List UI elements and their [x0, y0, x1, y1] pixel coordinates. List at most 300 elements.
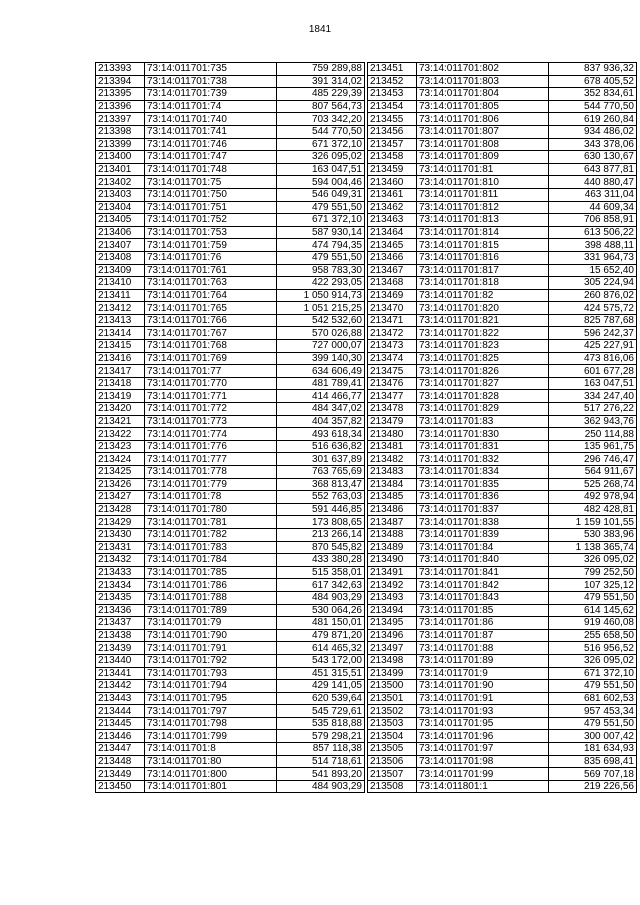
table-row: [368, 113, 637, 126]
cadastral-number-cell: 73:14:011701:777: [145, 453, 277, 466]
cadastral-number-cell: 73:14:011701:785: [145, 566, 277, 579]
row-number-cell: 213459: [368, 163, 417, 176]
cadastral-number-cell: 73:14:011701:791: [145, 642, 277, 655]
row-number-cell: 213490: [368, 554, 417, 567]
cadastral-number-cell: 73:14:011701:81: [417, 163, 549, 176]
row-number-cell: 213491: [368, 566, 417, 579]
table-row: [368, 478, 637, 491]
table-row: [96, 340, 365, 353]
row-number-cell: 213467: [368, 264, 417, 277]
value-cell: 485 229,39: [277, 88, 365, 101]
value-cell: 481 150,01: [277, 617, 365, 630]
table-row: [368, 743, 637, 756]
row-number-cell: 213479: [368, 415, 417, 428]
table-row: [96, 289, 365, 302]
table-row: [96, 478, 365, 491]
row-number-cell: 213468: [368, 277, 417, 290]
value-cell: 250 114,88: [549, 428, 637, 441]
table-row: [368, 503, 637, 516]
value-cell: 530 064,26: [277, 604, 365, 617]
row-number-cell: 213495: [368, 617, 417, 630]
row-number-cell: 213472: [368, 327, 417, 340]
row-number-cell: 213454: [368, 100, 417, 113]
value-cell: 334 247,40: [549, 390, 637, 403]
row-number-cell: 213473: [368, 340, 417, 353]
value-cell: 343 378,06: [549, 138, 637, 151]
cadastral-number-cell: 73:14:011701:75: [145, 176, 277, 189]
cadastral-number-cell: 73:14:011701:812: [417, 201, 549, 214]
cadastral-number-cell: 73:14:011701:790: [145, 629, 277, 642]
cadastral-number-cell: 73:14:011701:739: [145, 88, 277, 101]
cadastral-number-cell: 73:14:011701:826: [417, 365, 549, 378]
row-number-cell: 213397: [96, 113, 145, 126]
cadastral-number-cell: 73:14:011701:820: [417, 302, 549, 315]
cadastral-number-cell: 73:14:011701:83: [417, 415, 549, 428]
table-row: [96, 352, 365, 365]
value-cell: 671 372,10: [277, 214, 365, 227]
cadastral-number-cell: 73:14:011701:810: [417, 176, 549, 189]
table-row: [368, 629, 637, 642]
value-cell: 535 818,88: [277, 717, 365, 730]
cadastral-number-cell: 73:14:011701:763: [145, 277, 277, 290]
row-number-cell: 213446: [96, 730, 145, 743]
cadastral-number-cell: 73:14:011701:792: [145, 654, 277, 667]
left-table: [95, 62, 365, 793]
row-number-cell: 213393: [96, 63, 145, 76]
table-row: [368, 528, 637, 541]
value-cell: 542 532,60: [277, 314, 365, 327]
table-row: [368, 591, 637, 604]
value-cell: 1 050 914,73: [277, 289, 365, 302]
row-number-cell: 213466: [368, 251, 417, 264]
cadastral-number-cell: 73:14:011701:776: [145, 440, 277, 453]
cadastral-number-cell: 73:14:011701:823: [417, 340, 549, 353]
cadastral-number-cell: 73:14:011701:79: [145, 617, 277, 630]
cadastral-number-cell: 73:14:011701:764: [145, 289, 277, 302]
table-row: [96, 302, 365, 315]
value-cell: 474 794,35: [277, 239, 365, 252]
row-number-cell: 213482: [368, 453, 417, 466]
value-cell: 301 637,89: [277, 453, 365, 466]
row-number-cell: 213480: [368, 428, 417, 441]
row-number-cell: 213408: [96, 251, 145, 264]
row-number-cell: 213410: [96, 277, 145, 290]
cadastral-number-cell: 73:14:011701:809: [417, 151, 549, 164]
table-row: [368, 730, 637, 743]
value-cell: 398 488,11: [549, 239, 637, 252]
row-number-cell: 213424: [96, 453, 145, 466]
value-cell: 763 765,69: [277, 466, 365, 479]
cadastral-number-cell: 73:14:011701:802: [417, 63, 549, 76]
value-cell: 433 380,28: [277, 554, 365, 567]
table-row: [368, 340, 637, 353]
value-cell: 545 729,61: [277, 705, 365, 718]
row-number-cell: 213440: [96, 654, 145, 667]
cadastral-number-cell: 73:14:011701:96: [417, 730, 549, 743]
cadastral-number-cell: 73:14:011701:753: [145, 226, 277, 239]
row-number-cell: 213402: [96, 176, 145, 189]
table-row: [368, 717, 637, 730]
left-table-body: [96, 63, 365, 793]
cadastral-number-cell: 73:14:011701:803: [417, 75, 549, 88]
value-cell: 807 564,73: [277, 100, 365, 113]
row-number-cell: 213409: [96, 264, 145, 277]
row-number-cell: 213423: [96, 440, 145, 453]
table-row: [96, 554, 365, 567]
row-number-cell: 213431: [96, 541, 145, 554]
table-row: [96, 151, 365, 164]
cadastral-number-cell: 73:14:011701:828: [417, 390, 549, 403]
value-cell: 425 227,91: [549, 340, 637, 353]
value-cell: 630 130,67: [549, 151, 637, 164]
row-number-cell: 213428: [96, 503, 145, 516]
cadastral-number-cell: 73:14:011701:761: [145, 264, 277, 277]
page-number: 1841: [308, 24, 332, 35]
cadastral-number-cell: 73:14:011701:835: [417, 478, 549, 491]
cadastral-number-cell: 73:14:011701:746: [145, 138, 277, 151]
row-number-cell: 213445: [96, 717, 145, 730]
value-cell: 835 698,41: [549, 755, 637, 768]
cadastral-number-cell: 73:14:011701:829: [417, 403, 549, 416]
value-cell: 482 428,81: [549, 503, 637, 516]
value-cell: 481 789,41: [277, 377, 365, 390]
cadastral-number-cell: 73:14:011701:99: [417, 768, 549, 781]
cadastral-number-cell: 73:14:011701:773: [145, 415, 277, 428]
cadastral-number-cell: 73:14:011701:85: [417, 604, 549, 617]
cadastral-number-cell: 73:14:011701:78: [145, 491, 277, 504]
table-row: [368, 440, 637, 453]
row-number-cell: 213450: [96, 780, 145, 793]
value-cell: 163 047,51: [277, 163, 365, 176]
value-cell: 617 342,63: [277, 579, 365, 592]
value-cell: 825 787,68: [549, 314, 637, 327]
cadastral-number-cell: 73:14:011701:750: [145, 188, 277, 201]
cadastral-number-cell: 73:14:011701:97: [417, 743, 549, 756]
value-cell: 424 575,72: [549, 302, 637, 315]
cadastral-number-cell: 73:14:011701:738: [145, 75, 277, 88]
value-cell: 479 551,50: [277, 251, 365, 264]
table-row: [368, 466, 637, 479]
cadastral-number-cell: 73:14:011701:795: [145, 692, 277, 705]
row-number-cell: 213496: [368, 629, 417, 642]
value-cell: 440 880,47: [549, 176, 637, 189]
value-cell: 525 268,74: [549, 478, 637, 491]
value-cell: 857 118,38: [277, 743, 365, 756]
cadastral-number-cell: 73:14:011701:815: [417, 239, 549, 252]
cadastral-number-cell: 73:14:011701:772: [145, 403, 277, 416]
value-cell: 517 276,22: [549, 403, 637, 416]
cadastral-number-cell: 73:14:011701:798: [145, 717, 277, 730]
table-row: [96, 327, 365, 340]
row-number-cell: 213442: [96, 680, 145, 693]
cadastral-number-cell: 73:14:011701:82: [417, 289, 549, 302]
row-number-cell: 213476: [368, 377, 417, 390]
table-row: [368, 125, 637, 138]
right-table: [367, 62, 637, 793]
cadastral-number-cell: 73:14:011701:783: [145, 541, 277, 554]
cadastral-number-cell: 73:14:011701:782: [145, 528, 277, 541]
table-row: [368, 491, 637, 504]
row-number-cell: 213457: [368, 138, 417, 151]
row-number-cell: 213489: [368, 541, 417, 554]
cadastral-number-cell: 73:14:011701:832: [417, 453, 549, 466]
table-row: [96, 226, 365, 239]
table-row: [96, 138, 365, 151]
cadastral-number-cell: 73:14:011701:788: [145, 591, 277, 604]
cadastral-number-cell: 73:14:011701:759: [145, 239, 277, 252]
table-row: [96, 440, 365, 453]
value-cell: 326 095,02: [277, 151, 365, 164]
row-number-cell: 213429: [96, 516, 145, 529]
cadastral-number-cell: 73:14:011701:830: [417, 428, 549, 441]
row-number-cell: 213437: [96, 617, 145, 630]
cadastral-number-cell: 73:14:011701:831: [417, 440, 549, 453]
table-row: [96, 566, 365, 579]
row-number-cell: 213414: [96, 327, 145, 340]
row-number-cell: 213455: [368, 113, 417, 126]
table-row: [96, 528, 365, 541]
value-cell: 601 677,28: [549, 365, 637, 378]
table-row: [368, 654, 637, 667]
cadastral-number-cell: 73:14:011701:76: [145, 251, 277, 264]
table-row: [368, 453, 637, 466]
row-number-cell: 213504: [368, 730, 417, 743]
table-row: [96, 100, 365, 113]
cadastral-number-cell: 73:14:011701:779: [145, 478, 277, 491]
cadastral-number-cell: 73:14:011701:748: [145, 163, 277, 176]
value-cell: 516 636,82: [277, 440, 365, 453]
cadastral-number-cell: 73:14:011701:752: [145, 214, 277, 227]
table-row: [96, 516, 365, 529]
cadastral-number-cell: 73:14:011701:827: [417, 377, 549, 390]
cadastral-number-cell: 73:14:011701:774: [145, 428, 277, 441]
value-cell: 634 606,49: [277, 365, 365, 378]
table-row: [96, 541, 365, 554]
value-cell: 671 372,10: [549, 667, 637, 680]
table-row: [96, 277, 365, 290]
value-cell: 594 004,46: [277, 176, 365, 189]
table-row: [96, 390, 365, 403]
row-number-cell: 213462: [368, 201, 417, 214]
value-cell: 516 956,52: [549, 642, 637, 655]
value-cell: 479 551,50: [549, 591, 637, 604]
row-number-cell: 213451: [368, 63, 417, 76]
table-row: [368, 579, 637, 592]
cadastral-number-cell: 73:14:011701:817: [417, 264, 549, 277]
value-cell: 541 893,20: [277, 768, 365, 781]
table-row: [368, 705, 637, 718]
cadastral-number-cell: 73:14:011701:804: [417, 88, 549, 101]
row-number-cell: 213475: [368, 365, 417, 378]
value-cell: 479 871,20: [277, 629, 365, 642]
value-cell: 422 293,05: [277, 277, 365, 290]
value-cell: 135 961,75: [549, 440, 637, 453]
table-row: [96, 113, 365, 126]
row-number-cell: 213396: [96, 100, 145, 113]
cadastral-number-cell: 73:14:011701:80: [145, 755, 277, 768]
value-cell: 305 224,94: [549, 277, 637, 290]
row-number-cell: 213494: [368, 604, 417, 617]
table-row: [368, 63, 637, 76]
table-row: [368, 403, 637, 416]
table-row: [368, 100, 637, 113]
row-number-cell: 213507: [368, 768, 417, 781]
cadastral-number-cell: 73:14:011701:93: [417, 705, 549, 718]
cadastral-number-cell: 73:14:011701:9: [417, 667, 549, 680]
table-row: [96, 491, 365, 504]
row-number-cell: 213436: [96, 604, 145, 617]
table-row: [96, 365, 365, 378]
value-cell: 399 140,30: [277, 352, 365, 365]
value-cell: 671 372,10: [277, 138, 365, 151]
cadastral-number-cell: 73:14:011701:747: [145, 151, 277, 164]
cadastral-number-cell: 73:14:011701:86: [417, 617, 549, 630]
row-number-cell: 213441: [96, 667, 145, 680]
cadastral-number-cell: 73:14:011701:801: [145, 780, 277, 793]
table-row: [368, 554, 637, 567]
table-row: [368, 780, 637, 793]
cadastral-number-cell: 73:14:011701:842: [417, 579, 549, 592]
cadastral-number-cell: 73:14:011701:818: [417, 277, 549, 290]
table-row: [96, 63, 365, 76]
table-row: [96, 692, 365, 705]
row-number-cell: 213483: [368, 466, 417, 479]
value-cell: 759 289,88: [277, 63, 365, 76]
value-cell: 678 405,52: [549, 75, 637, 88]
row-number-cell: 213417: [96, 365, 145, 378]
table-row: [96, 201, 365, 214]
cadastral-number-cell: 73:14:011701:741: [145, 125, 277, 138]
table-row: [96, 755, 365, 768]
cadastral-number-cell: 73:14:011701:813: [417, 214, 549, 227]
row-number-cell: 213394: [96, 75, 145, 88]
value-cell: 414 466,77: [277, 390, 365, 403]
value-cell: 473 816,06: [549, 352, 637, 365]
table-row: [368, 377, 637, 390]
value-cell: 614 465,32: [277, 642, 365, 655]
row-number-cell: 213477: [368, 390, 417, 403]
table-row: [368, 365, 637, 378]
value-cell: 544 770,50: [549, 100, 637, 113]
value-cell: 587 930,14: [277, 226, 365, 239]
row-number-cell: 213486: [368, 503, 417, 516]
table-row: [96, 667, 365, 680]
value-cell: 727 000,07: [277, 340, 365, 353]
cadastral-number-cell: 73:14:011701:98: [417, 755, 549, 768]
table-row: [96, 654, 365, 667]
table-row: [96, 466, 365, 479]
table-row: [96, 604, 365, 617]
row-number-cell: 213506: [368, 755, 417, 768]
row-number-cell: 213435: [96, 591, 145, 604]
value-cell: 107 325,12: [549, 579, 637, 592]
table-row: [368, 251, 637, 264]
row-number-cell: 213470: [368, 302, 417, 315]
value-cell: 544 770,50: [277, 125, 365, 138]
value-cell: 326 095,02: [549, 654, 637, 667]
table-row: [368, 176, 637, 189]
cadastral-number-cell: 73:14:011701:90: [417, 680, 549, 693]
row-number-cell: 213465: [368, 239, 417, 252]
row-number-cell: 213404: [96, 201, 145, 214]
value-cell: 15 652,40: [549, 264, 637, 277]
table-row: [96, 377, 365, 390]
table-row: [368, 314, 637, 327]
value-cell: 530 383,96: [549, 528, 637, 541]
row-number-cell: 213407: [96, 239, 145, 252]
table-row: [96, 428, 365, 441]
value-cell: 255 658,50: [549, 629, 637, 642]
table-row: [368, 755, 637, 768]
row-number-cell: 213421: [96, 415, 145, 428]
table-row: [368, 566, 637, 579]
value-cell: 1 051 215,25: [277, 302, 365, 315]
row-number-cell: 213425: [96, 466, 145, 479]
cadastral-number-cell: 73:14:011701:841: [417, 566, 549, 579]
value-cell: 1 138 365,74: [549, 541, 637, 554]
table-row: [368, 88, 637, 101]
cadastral-number-cell: 73:14:011701:74: [145, 100, 277, 113]
cadastral-number-cell: 73:14:011701:811: [417, 188, 549, 201]
row-number-cell: 213439: [96, 642, 145, 655]
value-cell: 546 049,31: [277, 188, 365, 201]
row-number-cell: 213487: [368, 516, 417, 529]
table-row: [368, 415, 637, 428]
row-number-cell: 213471: [368, 314, 417, 327]
cadastral-number-cell: 73:14:011701:768: [145, 340, 277, 353]
row-number-cell: 213420: [96, 403, 145, 416]
table-row: [368, 239, 637, 252]
table-row: [96, 743, 365, 756]
row-number-cell: 213505: [368, 743, 417, 756]
table-row: [96, 617, 365, 630]
cadastral-number-cell: 73:14:011701:88: [417, 642, 549, 655]
value-cell: 579 298,21: [277, 730, 365, 743]
table-row: [96, 642, 365, 655]
row-number-cell: 213413: [96, 314, 145, 327]
table-row: [368, 138, 637, 151]
cadastral-number-cell: 73:14:011701:769: [145, 352, 277, 365]
row-number-cell: 213478: [368, 403, 417, 416]
cadastral-number-cell: 73:14:011701:836: [417, 491, 549, 504]
cadastral-number-cell: 73:14:011701:767: [145, 327, 277, 340]
value-cell: 703 342,20: [277, 113, 365, 126]
cadastral-number-cell: 73:14:011701:766: [145, 314, 277, 327]
row-number-cell: 213427: [96, 491, 145, 504]
value-cell: 552 763,03: [277, 491, 365, 504]
value-cell: 570 026,88: [277, 327, 365, 340]
table-row: [368, 768, 637, 781]
row-number-cell: 213508: [368, 780, 417, 793]
cadastral-number-cell: 73:14:011701:789: [145, 604, 277, 617]
value-cell: 484 903,29: [277, 591, 365, 604]
value-cell: 163 047,51: [549, 377, 637, 390]
table-row: [96, 88, 365, 101]
value-cell: 958 783,30: [277, 264, 365, 277]
cadastral-number-cell: 73:14:011701:806: [417, 113, 549, 126]
cadastral-number-cell: 73:14:011701:95: [417, 717, 549, 730]
value-cell: 596 242,37: [549, 327, 637, 340]
row-number-cell: 213403: [96, 188, 145, 201]
row-number-cell: 213485: [368, 491, 417, 504]
value-cell: 919 460,08: [549, 617, 637, 630]
value-cell: 484 903,29: [277, 780, 365, 793]
row-number-cell: 213456: [368, 125, 417, 138]
cadastral-number-cell: 73:14:011701:740: [145, 113, 277, 126]
value-cell: 362 943,76: [549, 415, 637, 428]
cadastral-number-cell: 73:14:011701:780: [145, 503, 277, 516]
table-row: [96, 730, 365, 743]
